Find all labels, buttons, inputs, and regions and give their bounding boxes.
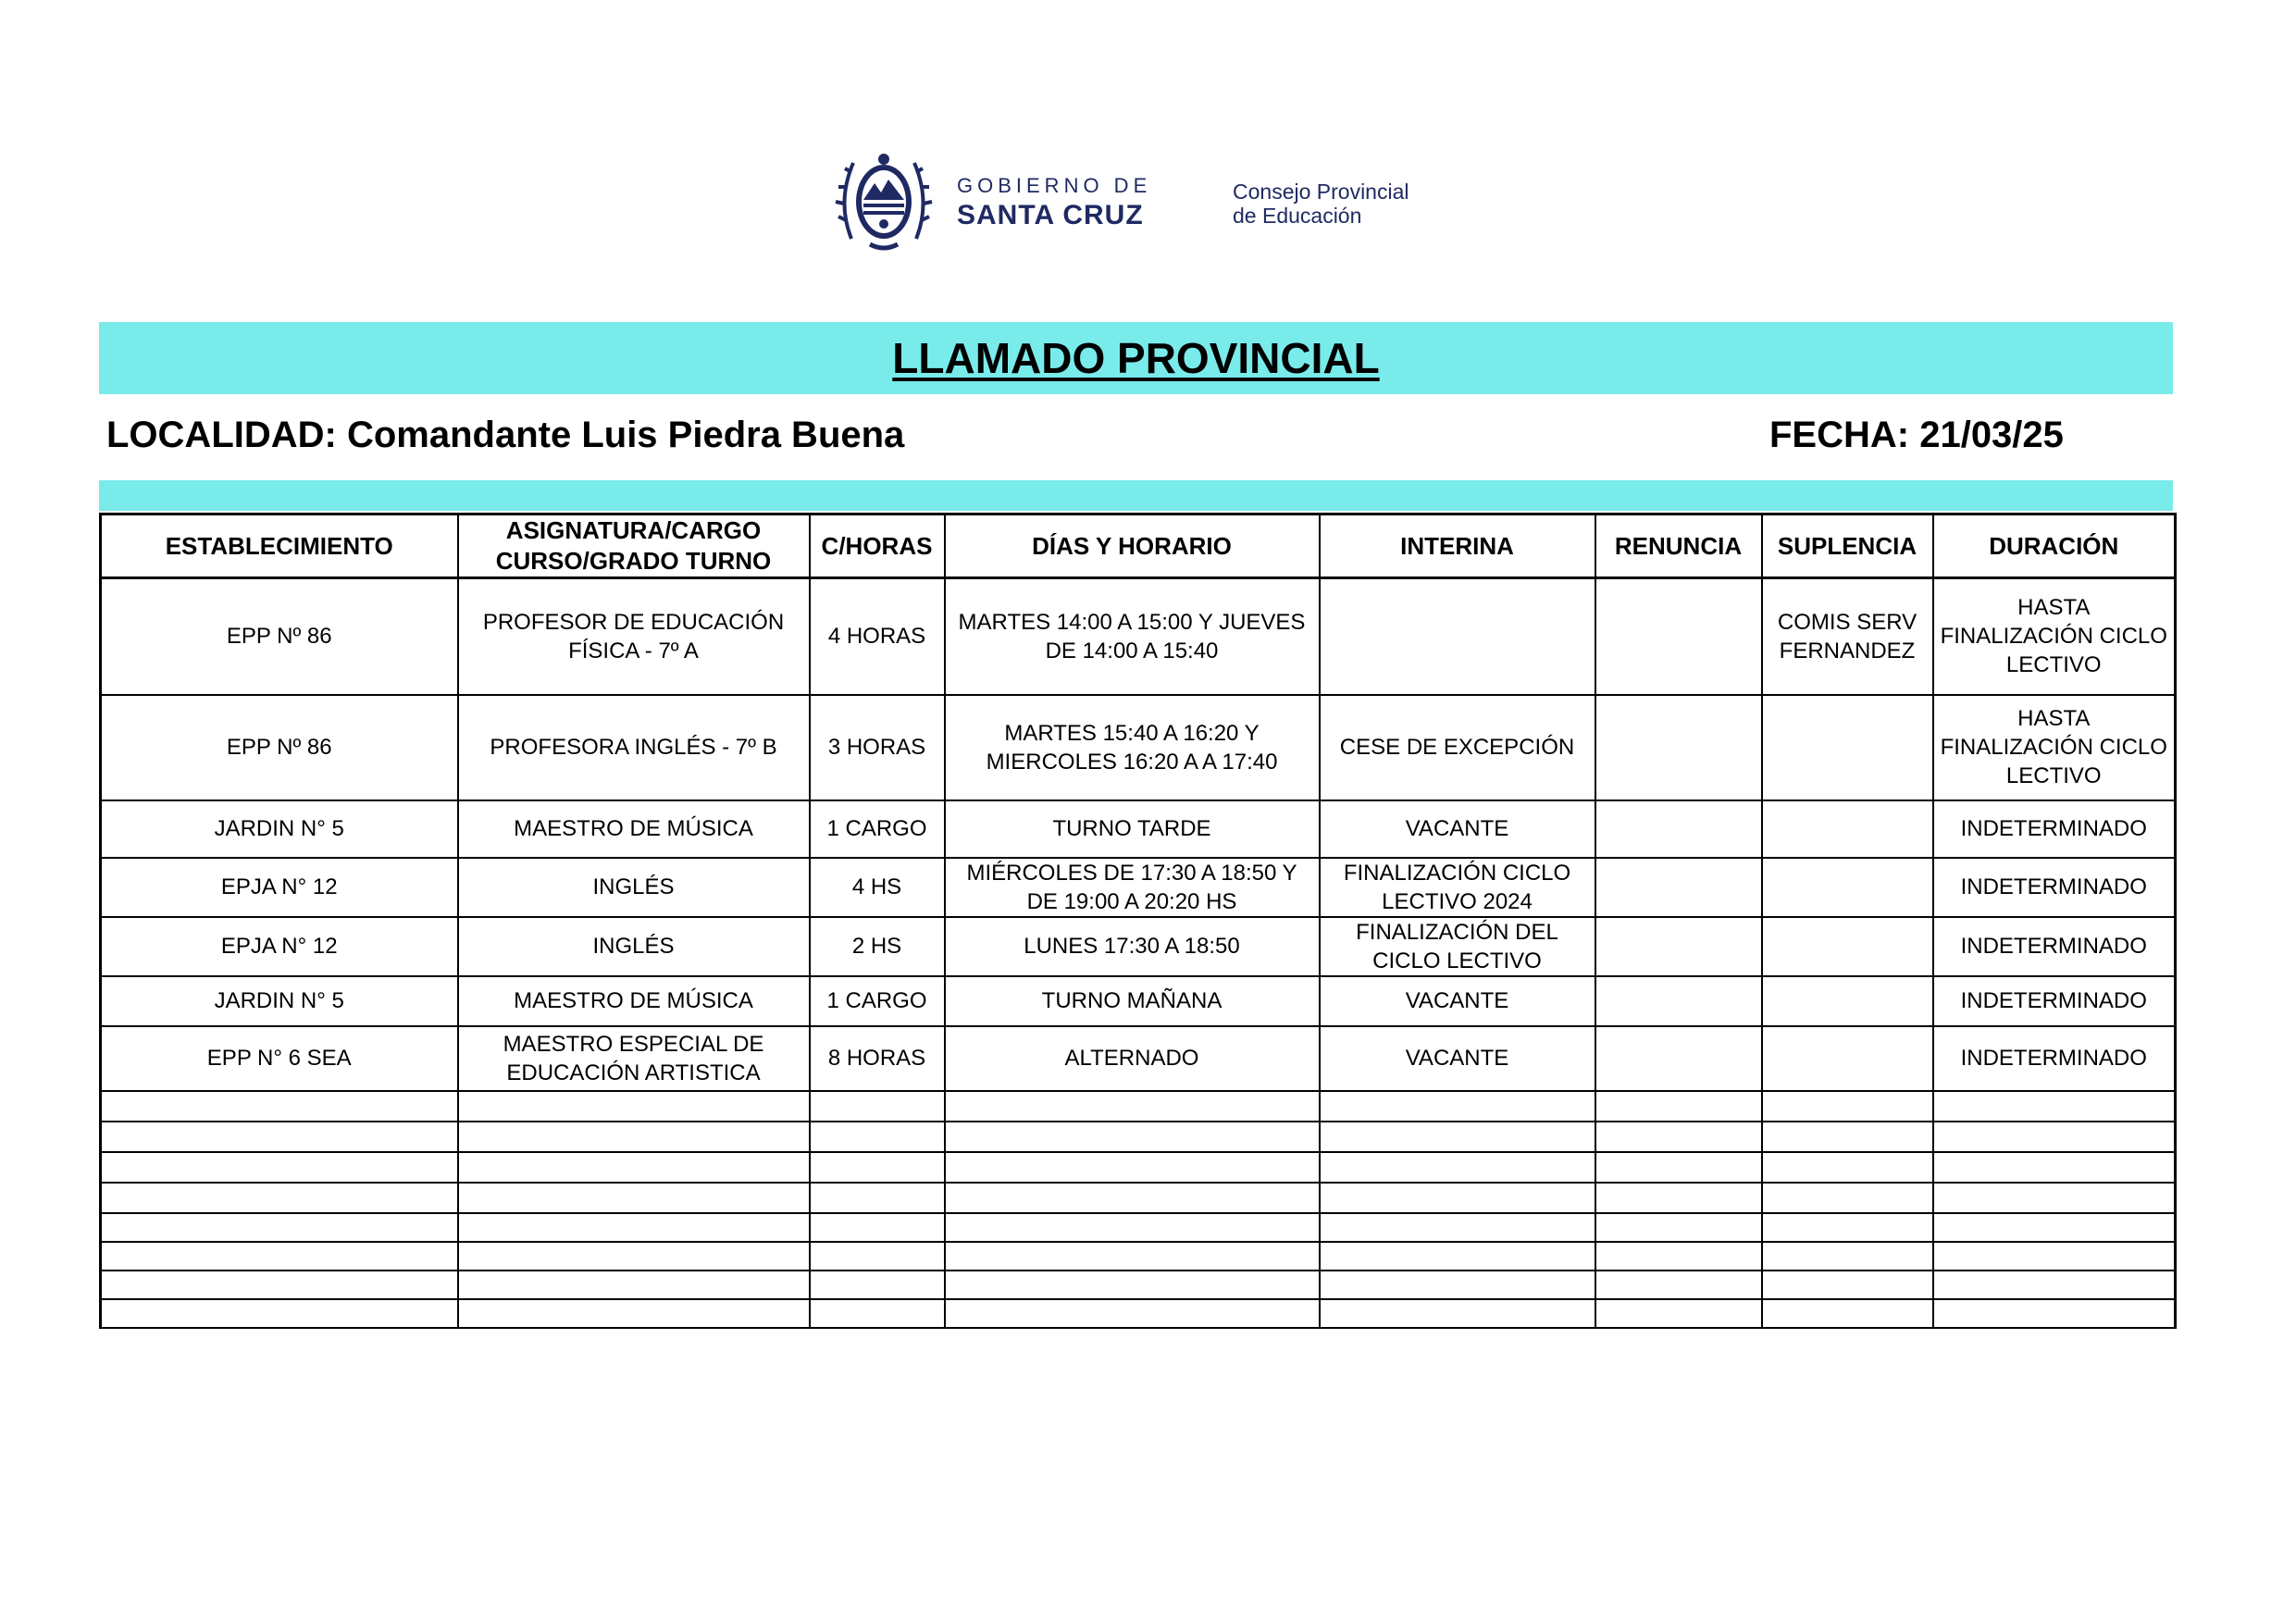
table-row bbox=[101, 917, 2176, 976]
table-cell: VACANTE bbox=[1320, 976, 1595, 1026]
empty-table-cell bbox=[1933, 1213, 2176, 1242]
table-cell: COMIS SERV FERNANDEZ bbox=[1762, 578, 1933, 695]
table-cell: CESE DE EXCEPCIÓN bbox=[1320, 695, 1595, 800]
table-cell bbox=[1762, 858, 1933, 917]
empty-table-row bbox=[101, 1271, 2176, 1299]
table-cell: MARTES 14:00 A 15:00 Y JUEVES DE 14:00 A 15:40 bbox=[945, 578, 1320, 695]
table-cell bbox=[1595, 976, 1762, 1026]
empty-table-row bbox=[101, 1242, 2176, 1271]
empty-table-cell bbox=[1595, 1213, 1762, 1242]
empty-table-cell bbox=[1320, 1242, 1595, 1271]
empty-table-cell bbox=[945, 1122, 1320, 1152]
vacancies-table bbox=[99, 513, 2177, 1329]
column-header: C/HORAS bbox=[810, 514, 945, 578]
empty-table-cell bbox=[1762, 1122, 1933, 1152]
table-cell bbox=[1762, 695, 1933, 800]
table-cell: FINALIZACIÓN DEL CICLO LECTIVO bbox=[1320, 917, 1595, 976]
empty-table-cell bbox=[458, 1152, 810, 1183]
table-cell: MAESTRO DE MÚSICA bbox=[458, 976, 810, 1026]
table-cell bbox=[1595, 1026, 1762, 1091]
empty-table-row bbox=[101, 1152, 2176, 1183]
page-header bbox=[833, 146, 1462, 257]
empty-table-cell bbox=[810, 1299, 945, 1328]
empty-table-cell bbox=[1595, 1299, 1762, 1328]
empty-table-cell bbox=[1320, 1213, 1595, 1242]
table-row bbox=[101, 1026, 2176, 1091]
title-band bbox=[99, 322, 2173, 394]
empty-table-row bbox=[101, 1183, 2176, 1213]
table-cell: TURNO TARDE bbox=[945, 800, 1320, 858]
page-title: LLAMADO PROVINCIAL bbox=[892, 334, 1380, 382]
empty-table-cell bbox=[101, 1271, 458, 1299]
table-cell bbox=[1595, 917, 1762, 976]
table-cell: 2 HS bbox=[810, 917, 945, 976]
empty-table-cell bbox=[1933, 1091, 2176, 1122]
table-cell: 1 CARGO bbox=[810, 800, 945, 858]
column-header: RENUNCIA bbox=[1595, 514, 1762, 578]
government-line-1: GOBIERNO DE bbox=[957, 174, 1152, 197]
table-cell bbox=[1595, 858, 1762, 917]
table-cell: INGLÉS bbox=[458, 858, 810, 917]
divider-band bbox=[99, 480, 2173, 511]
column-header: ESTABLECIMIENTO bbox=[101, 514, 458, 578]
empty-table-cell bbox=[458, 1122, 810, 1152]
empty-table-cell bbox=[1320, 1152, 1595, 1183]
empty-table-cell bbox=[101, 1122, 458, 1152]
empty-table-cell bbox=[1595, 1183, 1762, 1213]
council-line-2: de Educación bbox=[1233, 204, 1362, 228]
table-header-row bbox=[101, 514, 2176, 578]
table-cell: PROFESOR DE EDUCACIÓN FÍSICA - 7º A bbox=[458, 578, 810, 695]
table-cell bbox=[1595, 578, 1762, 695]
table-cell: LUNES 17:30 A 18:50 bbox=[945, 917, 1320, 976]
localidad-label: LOCALIDAD: Comandante Luis Piedra Buena bbox=[106, 415, 905, 455]
empty-table-cell bbox=[101, 1299, 458, 1328]
government-line-2: SANTA CRUZ bbox=[957, 200, 1144, 230]
empty-table-cell bbox=[1933, 1271, 2176, 1299]
table-cell: EPP Nº 86 bbox=[101, 695, 458, 800]
empty-table-cell bbox=[1933, 1152, 2176, 1183]
fecha-label: FECHA: 21/03/25 bbox=[1769, 415, 2064, 455]
table-cell: MAESTRO DE MÚSICA bbox=[458, 800, 810, 858]
table-cell: EPP Nº 86 bbox=[101, 578, 458, 695]
empty-table-row bbox=[101, 1213, 2176, 1242]
empty-table-cell bbox=[810, 1242, 945, 1271]
empty-table-row bbox=[101, 1299, 2176, 1328]
empty-table-cell bbox=[1762, 1213, 1933, 1242]
empty-table-cell bbox=[810, 1271, 945, 1299]
table-row bbox=[101, 976, 2176, 1026]
table-cell bbox=[1762, 800, 1933, 858]
empty-table-cell bbox=[945, 1299, 1320, 1328]
empty-table-cell bbox=[1933, 1242, 2176, 1271]
column-header: SUPLENCIA bbox=[1762, 514, 1933, 578]
column-header: DÍAS Y HORARIO bbox=[945, 514, 1320, 578]
empty-table-cell bbox=[1320, 1091, 1595, 1122]
table-cell: TURNO MAÑANA bbox=[945, 976, 1320, 1026]
table-cell: VACANTE bbox=[1320, 1026, 1595, 1091]
table-cell: 4 HS bbox=[810, 858, 945, 917]
empty-table-cell bbox=[101, 1242, 458, 1271]
table-cell: HASTA FINALIZACIÓN CICLO LECTIVO bbox=[1933, 578, 2176, 695]
empty-table-cell bbox=[101, 1091, 458, 1122]
empty-table-row bbox=[101, 1122, 2176, 1152]
provincial-seal-icon bbox=[833, 146, 935, 255]
table-cell: 1 CARGO bbox=[810, 976, 945, 1026]
empty-table-cell bbox=[810, 1183, 945, 1213]
table-cell: PROFESORA INGLÉS - 7º B bbox=[458, 695, 810, 800]
table-cell bbox=[1762, 917, 1933, 976]
empty-table-cell bbox=[945, 1213, 1320, 1242]
table-cell: EPJA N° 12 bbox=[101, 858, 458, 917]
empty-table-cell bbox=[810, 1152, 945, 1183]
empty-table-cell bbox=[1595, 1091, 1762, 1122]
empty-table-cell bbox=[1762, 1271, 1933, 1299]
empty-table-cell bbox=[1320, 1183, 1595, 1213]
empty-table-cell bbox=[810, 1091, 945, 1122]
empty-table-cell bbox=[1595, 1152, 1762, 1183]
empty-table-cell bbox=[1762, 1299, 1933, 1328]
empty-table-cell bbox=[945, 1242, 1320, 1271]
empty-table-cell bbox=[945, 1183, 1320, 1213]
table-cell: 3 HORAS bbox=[810, 695, 945, 800]
table-cell bbox=[1595, 800, 1762, 858]
empty-table-cell bbox=[458, 1183, 810, 1213]
table-row bbox=[101, 800, 2176, 858]
empty-table-cell bbox=[1320, 1122, 1595, 1152]
empty-table-cell bbox=[1762, 1242, 1933, 1271]
table-cell bbox=[1762, 976, 1933, 1026]
table-cell: HASTA FINALIZACIÓN CICLO LECTIVO bbox=[1933, 695, 2176, 800]
table-cell: EPJA N° 12 bbox=[101, 917, 458, 976]
table-cell: INDETERMINADO bbox=[1933, 1026, 2176, 1091]
empty-table-cell bbox=[458, 1299, 810, 1328]
empty-table-row bbox=[101, 1091, 2176, 1122]
empty-table-cell bbox=[1595, 1122, 1762, 1152]
table-cell: INDETERMINADO bbox=[1933, 917, 2176, 976]
empty-table-cell bbox=[1933, 1122, 2176, 1152]
empty-table-cell bbox=[1762, 1183, 1933, 1213]
empty-table-cell bbox=[1595, 1242, 1762, 1271]
empty-table-cell bbox=[458, 1213, 810, 1242]
column-header: ASIGNATURA/CARGO CURSO/GRADO TURNO bbox=[458, 514, 810, 578]
table-cell bbox=[1595, 695, 1762, 800]
table-cell: EPP N° 6 SEA bbox=[101, 1026, 458, 1091]
empty-table-cell bbox=[1595, 1271, 1762, 1299]
empty-table-cell bbox=[101, 1213, 458, 1242]
table-cell: 4 HORAS bbox=[810, 578, 945, 695]
table-cell: MARTES 15:40 A 16:20 Y MIERCOLES 16:20 A A 17:40 bbox=[945, 695, 1320, 800]
empty-table-cell bbox=[945, 1152, 1320, 1183]
table-cell: VACANTE bbox=[1320, 800, 1595, 858]
empty-rows bbox=[101, 1091, 2176, 1328]
empty-table-cell bbox=[1762, 1091, 1933, 1122]
council-line-1: Consejo Provincial bbox=[1233, 180, 1409, 204]
table-cell: JARDIN N° 5 bbox=[101, 976, 458, 1026]
table-cell: INGLÉS bbox=[458, 917, 810, 976]
empty-table-cell bbox=[1933, 1299, 2176, 1328]
table-row bbox=[101, 578, 2176, 695]
empty-table-cell bbox=[101, 1152, 458, 1183]
table-cell: MAESTRO ESPECIAL DE EDUCACIÓN ARTISTICA bbox=[458, 1026, 810, 1091]
empty-table-cell bbox=[101, 1183, 458, 1213]
empty-table-cell bbox=[1933, 1183, 2176, 1213]
empty-table-cell bbox=[945, 1271, 1320, 1299]
table-cell: INDETERMINADO bbox=[1933, 858, 2176, 917]
table-cell: MIÉRCOLES DE 17:30 A 18:50 Y DE 19:00 A 20:20 HS bbox=[945, 858, 1320, 917]
table-cell: INDETERMINADO bbox=[1933, 976, 2176, 1026]
empty-table-cell bbox=[458, 1271, 810, 1299]
empty-table-cell bbox=[1762, 1152, 1933, 1183]
column-header: INTERINA bbox=[1320, 514, 1595, 578]
table-cell: FINALIZACIÓN CICLO LECTIVO 2024 bbox=[1320, 858, 1595, 917]
table-row bbox=[101, 858, 2176, 917]
table-cell: JARDIN N° 5 bbox=[101, 800, 458, 858]
council-name bbox=[1233, 180, 1409, 228]
empty-table-cell bbox=[810, 1213, 945, 1242]
empty-table-cell bbox=[810, 1122, 945, 1152]
empty-table-cell bbox=[458, 1242, 810, 1271]
government-name bbox=[957, 176, 1151, 229]
empty-table-cell bbox=[1320, 1299, 1595, 1328]
table-row bbox=[101, 695, 2176, 800]
empty-table-cell bbox=[1320, 1271, 1595, 1299]
column-header: DURACIÓN bbox=[1933, 514, 2176, 578]
table-cell bbox=[1762, 1026, 1933, 1091]
table-cell: INDETERMINADO bbox=[1933, 800, 2176, 858]
table-cell: ALTERNADO bbox=[945, 1026, 1320, 1091]
empty-table-cell bbox=[458, 1091, 810, 1122]
table-cell: 8 HORAS bbox=[810, 1026, 945, 1091]
empty-table-cell bbox=[945, 1091, 1320, 1122]
table-cell bbox=[1320, 578, 1595, 695]
